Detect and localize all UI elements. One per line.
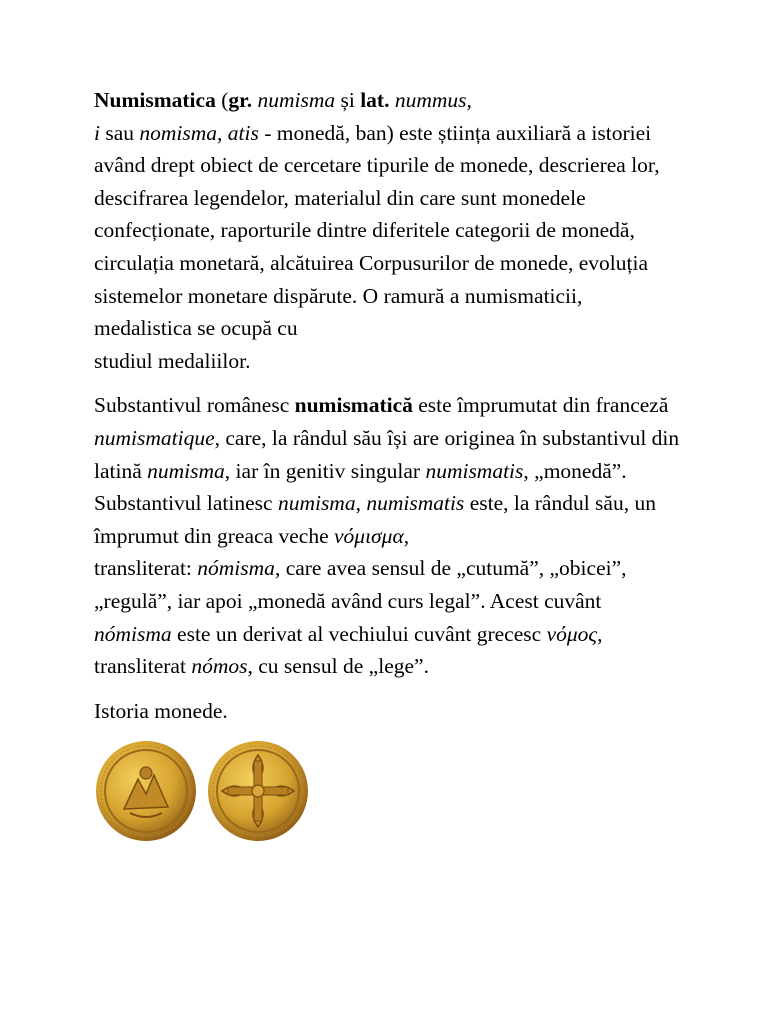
text-run: numisma — [277, 491, 356, 516]
text-run: este împrumutat din franceză — [412, 393, 669, 418]
text-run: nómisma — [94, 621, 172, 646]
text-run: este, la rândul său, un împrumut din greaca veche — [94, 491, 656, 548]
text-run: νόμος — [546, 621, 598, 646]
text-run: numismatică — [294, 393, 413, 418]
text-run: i — [94, 120, 100, 145]
text-run: , iar în genitiv singular — [224, 458, 426, 483]
text-run: , care avea sensul de „cutumă”, „obicei”, „regulă”, iar apoi „monedă având curs legal”. Acest cuvânt — [94, 556, 627, 613]
text-run: - monedă, ban) este știința auxiliară a istoriei având drept obiect de cercetare tipurile de monede, descrierea lor, descifrarea legendelor, materialul din care sunt monedele confecționate, raporturile dintre diferitele categorii de monedă, circulația monetară, alcătuirea Corpusurilor de monede, evoluția sistemelor monetare dispărute. O ramură a numismaticii, medalistica se ocupă cu — [94, 120, 660, 341]
paragraph-definition — [94, 84, 684, 377]
coin-obverse-image — [94, 739, 198, 843]
text-run: , cu sensul de „lege”. — [247, 654, 429, 679]
paragraph-etymology — [94, 389, 684, 682]
text-run: este un derivat al vechiului cuvânt grecesc — [171, 621, 547, 646]
text-run: gr. — [228, 88, 253, 112]
text-run: , — [355, 491, 367, 516]
text-run: nummus, — [389, 88, 472, 112]
text-run: ( — [215, 88, 229, 112]
text-run: nomisma, atis — [139, 120, 259, 145]
text-run: și — [335, 88, 361, 112]
text-run: numismatique — [94, 425, 215, 450]
text-run: , — [403, 523, 410, 548]
coin-reverse-image — [206, 739, 310, 843]
document-page — [94, 84, 684, 843]
text-run: numisma — [147, 458, 225, 483]
text-run: numisma — [252, 88, 336, 112]
text-run: , care, la rândul său își are originea în substantivul din latină — [94, 425, 680, 483]
text-run: transliterat: — [94, 556, 198, 581]
text-run: Substantivul românesc — [94, 393, 295, 418]
text-run: Numismatica — [94, 88, 216, 112]
text-run: numismatis — [425, 458, 524, 483]
text-run: numismatis — [366, 491, 465, 516]
paragraph-history-heading: Istoria monede. — [94, 698, 228, 723]
text-run: , „monedă”. Substantivul latinesc — [94, 458, 627, 516]
text-run: nómos — [191, 654, 248, 679]
text-run: lat. — [360, 88, 390, 112]
text-run: sau — [99, 120, 140, 145]
text-run: νόμισμα — [334, 523, 404, 548]
text-run: nómisma — [197, 556, 275, 581]
coin-images — [94, 739, 684, 843]
text-run: , transliterat — [94, 621, 603, 679]
text-run: studiul medaliilor. — [94, 348, 251, 373]
